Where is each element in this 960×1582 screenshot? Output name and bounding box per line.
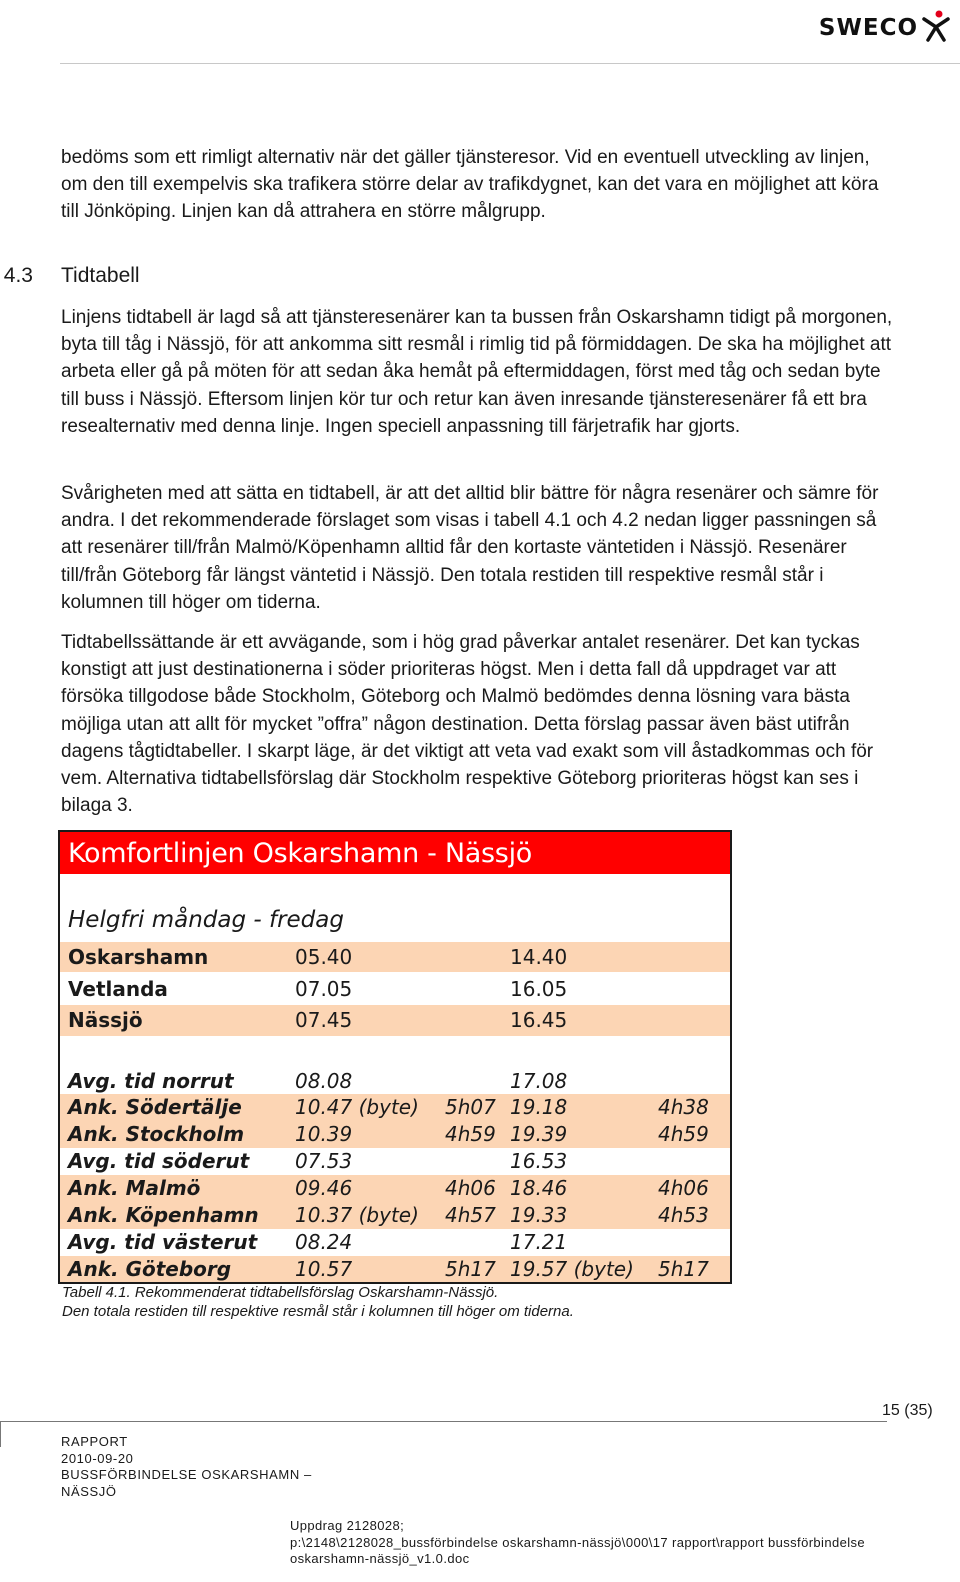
footer-divider (0, 1421, 887, 1422)
footer-file-info (290, 1518, 950, 1568)
connection-time-morning: 09.46 (295, 1176, 353, 1200)
footer-date: 2010-09-20 (61, 1450, 134, 1466)
sweco-figure-icon (922, 10, 950, 42)
intro-paragraph: bedöms som ett rimligt alternativ när det gäller tjänsteresor. Vid en eventuell utveckling av linjen, om den till exempelvis ska trafikera större delar av trafikdygnet, kan det vara en möjlighet att köra till Jönköping. Linjen kan då attrahera en större målgrupp. (61, 147, 879, 223)
connection-duration-morning: 5h17 (445, 1257, 496, 1281)
stop-name: Vetlanda (68, 977, 168, 1001)
connection-name: Ank. Malmö (68, 1176, 201, 1200)
stop-time-morning: 05.40 (295, 945, 353, 969)
footer-path-line-1: p:\2148\2128028_bussförbindelse oskarshamn-nässjö\000\17 rapport\rapport bussförbindelse (290, 1534, 866, 1550)
connection-name: Ank. Stockholm (68, 1122, 245, 1146)
connection-time-afternoon: 17.08 (510, 1069, 568, 1093)
connection-duration-afternoon: 4h38 (658, 1095, 709, 1119)
footer-doc-type: RAPPORT (61, 1434, 128, 1449)
timetable (58, 830, 732, 1284)
sweco-logo (819, 10, 950, 42)
header-divider (60, 63, 960, 64)
table-row (60, 1148, 730, 1175)
connection-time-morning: 10.39 (295, 1122, 353, 1146)
connection-duration-afternoon: 4h53 (658, 1203, 709, 1227)
connection-time-morning: 10.37 (byte) (295, 1203, 419, 1227)
connection-name: Ank. Göteborg (68, 1257, 232, 1281)
timetable-paragraph-3: Tidtabellssättande är ett avvägande, som i hög grad påverkar antalet resenärer. Det kan tyckas konstigt att just destinationerna i söder prioriteras högst. Men i detta fall då uppdraget var att försöka tillgodose både Stockholm, Göteborg och Malmö bedömdes denna lösning vara bästa möjliga utan att allt för mycket ”offra” någon destination. Detta förslag passar även bäst utifrån dagens tågtidtabeller. I skarpt läge, är det viktigt att veta vad exakt som vill åstadkommas och för vem. Alternativa tidtabellsförslag där Stockholm respektive Göteborg prioriteras högst kan ses i bilaga 3. (61, 632, 874, 817)
table-row (60, 1068, 730, 1094)
connection-time-morning: 08.24 (295, 1230, 353, 1254)
timetable-title-bar (60, 832, 730, 874)
table-caption (62, 1283, 574, 1321)
table-row (60, 1175, 730, 1202)
table-row (60, 1202, 730, 1229)
connection-name: Ank. Södertälje (68, 1095, 242, 1119)
section-number: 4.3 (3, 264, 33, 287)
table-row (60, 1121, 730, 1148)
section-title: Tidtabell (61, 264, 140, 287)
timetable-title: Komfortlinjen Oskarshamn - Nässjö (68, 838, 532, 869)
footer-assignment: Uppdrag 2128028; (290, 1518, 405, 1533)
stop-time-morning: 07.05 (295, 977, 353, 1001)
connection-time-morning: 08.08 (295, 1069, 353, 1093)
logo-text: SWECO (818, 15, 918, 41)
connection-name: Ank. Köpenhamn (68, 1203, 259, 1227)
connection-time-afternoon: 18.46 (510, 1176, 568, 1200)
connection-duration-morning: 5h07 (445, 1095, 496, 1119)
timetable-paragraph-2: Svårigheten med att sätta en tidtabell, är att det alltid blir bättre för några resenärer och sämre för andra. I det rekommenderade förslaget som visas i tabell 4.1 och 4.2 nedan ligger passningen så att resenärer till/från Malmö/Köpenhamn alltid får den kortaste väntetiden i Nässjö. Resenärer till/från Göteborg får längst väntetid i Nässjö. Den totala restiden till respektive resmål står i kolumnen till höger om tiderna. (61, 483, 879, 613)
stop-time-afternoon: 16.45 (510, 1008, 568, 1032)
caption-line-1: Tabell 4.1. Rekommenderat tidtabellsförslag Oskarshamn-Nässjö. (62, 1284, 499, 1301)
footer-project-line-1: BUSSFÖRBINDELSE OSKARSHAMN – (61, 1467, 312, 1482)
table-row (60, 974, 730, 1004)
footer-project-line-2: NÄSSJÖ (61, 1483, 117, 1499)
connection-duration-morning: 4h57 (445, 1203, 496, 1227)
connection-duration-afternoon: 4h59 (658, 1122, 709, 1146)
connection-duration-afternoon: 4h06 (658, 1176, 709, 1200)
connection-duration-morning: 4h59 (445, 1122, 496, 1146)
stop-time-morning: 07.45 (295, 1008, 353, 1032)
table-row (60, 1256, 730, 1282)
table-row (60, 1229, 730, 1256)
connection-time-afternoon: 19.33 (510, 1203, 568, 1227)
connection-time-afternoon: 17.21 (510, 1230, 568, 1254)
connection-time-afternoon: 19.18 (510, 1095, 568, 1119)
page-number: 15 (35) (882, 1402, 933, 1419)
stop-time-afternoon: 14.40 (510, 945, 568, 969)
connection-time-afternoon: 19.39 (510, 1122, 568, 1146)
stop-name: Oskarshamn (68, 945, 209, 969)
connection-time-afternoon: 19.57 (byte) (510, 1257, 634, 1281)
connection-time-afternoon: 16.53 (510, 1149, 568, 1173)
footer-document-info (61, 1434, 312, 1500)
connection-duration-morning: 4h06 (445, 1176, 496, 1200)
footer-divider-tick (0, 1421, 1, 1447)
stop-name: Nässjö (68, 1008, 143, 1032)
caption-line-2: Den totala restiden till respektive resmål står i kolumnen till höger om tiderna. (62, 1303, 574, 1320)
connection-name: Avg. tid söderut (68, 1149, 250, 1173)
timetable-subtitle: Helgfri måndag - fredag (68, 907, 344, 933)
connection-time-morning: 10.57 (295, 1257, 353, 1281)
table-row (60, 942, 730, 972)
section-heading (0, 262, 140, 290)
footer-path-line-2: oskarshamn-nässjö_v1.0.doc (290, 1551, 470, 1566)
connection-duration-afternoon: 5h17 (658, 1257, 709, 1281)
connection-time-morning: 07.53 (295, 1149, 353, 1173)
table-row (60, 1005, 730, 1036)
table-row (60, 1094, 730, 1121)
stop-time-afternoon: 16.05 (510, 977, 568, 1001)
connection-name: Avg. tid västerut (68, 1230, 258, 1254)
connection-name: Avg. tid norrut (68, 1069, 234, 1093)
connection-time-morning: 10.47 (byte) (295, 1095, 419, 1119)
timetable-paragraph-1: Linjens tidtabell är lagd så att tjänsteresenärer kan ta bussen från Oskarshamn tidigt på morgonen, byta till tåg i Nässjö, för att ankomma sitt resmål i rimlig tid på förmiddagen. De ska ha möjlighet att arbeta eller gå på möten för att sedan åka hemåt på eftermiddagen, först med tåg och sedan byte till buss i Nässjö. Eftersom linjen kör tur och retur kan även inresande tjänsteresenärer få ett bra resealternativ med denna linje. Ingen speciell anpassning till färjetrafik har gjorts. (61, 307, 893, 437)
